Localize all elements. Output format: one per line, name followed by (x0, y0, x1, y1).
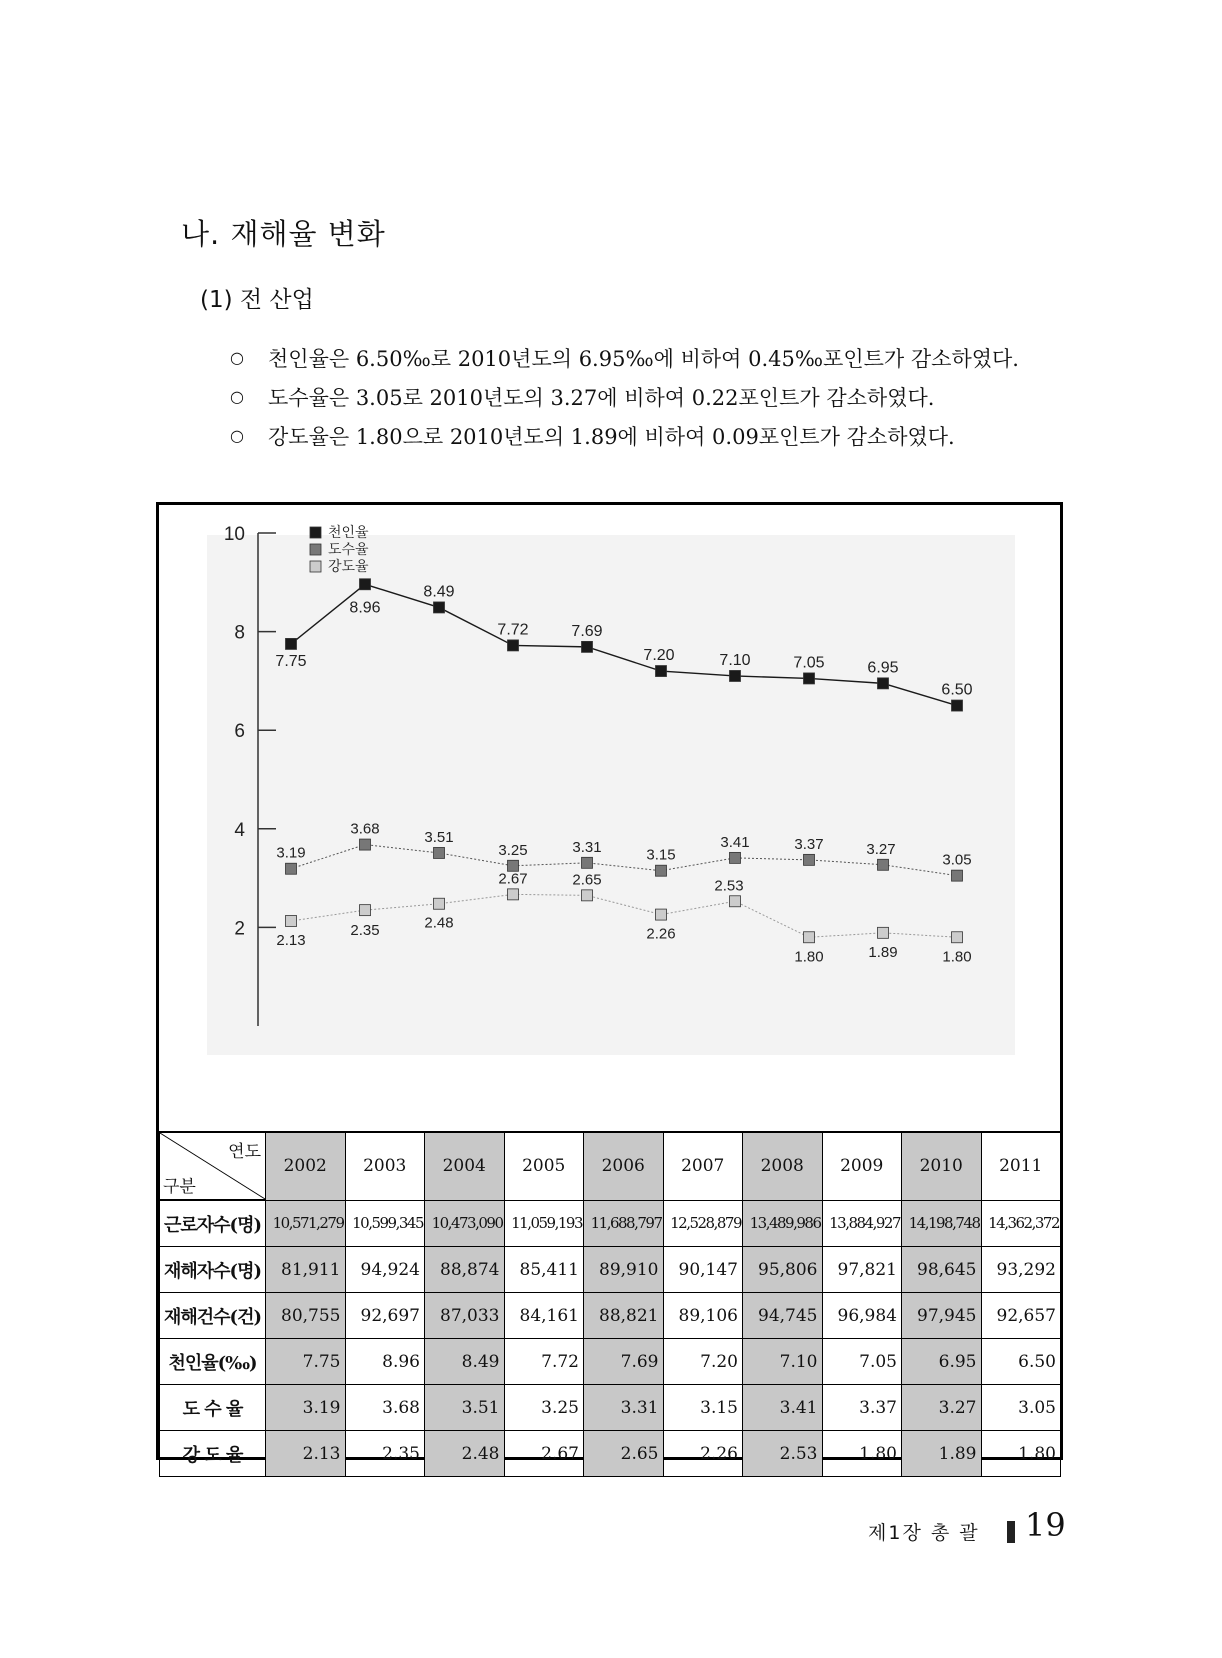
year-header: 2005 (504, 1132, 584, 1200)
data-point-marker (952, 700, 963, 711)
year-header: 2011 (981, 1132, 1061, 1200)
bullet-text: 천인율은 6.50‰로 2010년도의 6.95‰에 비하여 0.45‰포인트가 감소하였다. (268, 346, 1019, 371)
y-tick-label: 2 (234, 918, 245, 940)
data-label: 2.35 (350, 922, 380, 940)
table-cell: 1.80 (981, 1431, 1061, 1477)
section-heading: 나. 재해율 변화 (181, 217, 386, 251)
y-tick-label: 8 (234, 622, 245, 644)
row-label: 천인율(‰) (160, 1339, 266, 1385)
data-point-marker (656, 909, 667, 920)
table-cell: 80,755 (266, 1293, 346, 1339)
data-label: 3.15 (646, 846, 676, 864)
data-label: 1.80 (942, 948, 972, 966)
table-cell: 3.05 (981, 1385, 1061, 1431)
data-point-marker (730, 896, 741, 907)
data-label: 3.05 (942, 851, 972, 869)
table-cell: 84,161 (504, 1293, 584, 1339)
table-cell: 3.31 (584, 1385, 664, 1431)
table-cell: 2.26 (663, 1431, 743, 1477)
data-label: 2.13 (276, 931, 306, 949)
table-cell: 6.95 (902, 1339, 982, 1385)
chart-plot-background (207, 535, 1015, 1055)
data-point-marker (582, 890, 593, 901)
data-point-marker (360, 839, 371, 850)
table-cell: 2.67 (504, 1431, 584, 1477)
table-cell: 2.48 (425, 1431, 505, 1477)
table-cell: 1.80 (822, 1431, 902, 1477)
data-point-marker (952, 870, 963, 881)
table-cell: 2.35 (345, 1431, 425, 1477)
table-cell: 3.25 (504, 1385, 584, 1431)
table-cell: 96,984 (822, 1293, 902, 1339)
corner-label-category: 구분 (163, 1177, 196, 1197)
row-label: 강 도 율 (160, 1431, 266, 1477)
data-point-marker (360, 905, 371, 916)
data-point-marker (508, 640, 519, 651)
data-label: 3.51 (424, 828, 454, 846)
table-row (160, 1247, 1061, 1293)
data-label: 2.65 (572, 871, 602, 889)
bullet-circle-icon: ○ (230, 348, 244, 367)
data-point-marker (952, 932, 963, 943)
table-cell: 7.75 (266, 1339, 346, 1385)
accident-rate-line-chart (159, 505, 1060, 1131)
table-cell: 3.37 (822, 1385, 902, 1431)
bullet-text: 도수율은 3.05로 2010년도의 3.27에 비하여 0.22포인트가 감소하였다. (268, 385, 935, 410)
table-cell: 2.53 (743, 1431, 823, 1477)
data-point-marker (878, 678, 889, 689)
table-cell: 94,924 (345, 1247, 425, 1293)
table-cell: 6.50 (981, 1339, 1061, 1385)
table-cell: 2.13 (266, 1431, 346, 1477)
data-label: 8.49 (423, 583, 455, 601)
data-point-marker (804, 854, 815, 865)
table-cell: 7.05 (822, 1339, 902, 1385)
table-cell: 12,528,879 (663, 1200, 743, 1247)
data-point-marker (286, 638, 297, 649)
table-cell: 85,411 (504, 1247, 584, 1293)
table-cell: 8.49 (425, 1339, 505, 1385)
data-label: 1.80 (794, 948, 824, 966)
table-cell: 11,688,797 (584, 1200, 664, 1247)
data-point-marker (878, 927, 889, 938)
data-label: 3.68 (350, 820, 380, 838)
data-label: 2.48 (424, 914, 454, 932)
legend-swatch (310, 561, 321, 572)
table-cell: 10,473,090 (425, 1200, 505, 1247)
data-point-marker (804, 932, 815, 943)
data-label: 7.69 (571, 622, 603, 640)
table-row (160, 1385, 1061, 1431)
subsection-heading: (1) 전 산업 (200, 287, 314, 313)
data-label: 3.19 (276, 844, 306, 862)
table-cell: 3.15 (663, 1385, 743, 1431)
bullet-circle-icon: ○ (230, 426, 244, 445)
data-label: 7.10 (719, 651, 751, 669)
table-row (160, 1200, 1061, 1247)
legend-swatch (310, 527, 321, 538)
data-label: 7.75 (275, 652, 307, 670)
data-point-marker (582, 857, 593, 868)
data-label: 6.50 (941, 681, 973, 699)
y-tick-label: 10 (223, 524, 245, 545)
data-label: 6.95 (867, 659, 899, 677)
row-label: 도 수 율 (160, 1385, 266, 1431)
table-cell: 3.27 (902, 1385, 982, 1431)
table-cell: 13,884,927 (822, 1200, 902, 1247)
data-label: 1.89 (868, 943, 898, 961)
corner-label-year: 연도 (228, 1142, 261, 1162)
y-tick-label: 6 (234, 721, 245, 743)
year-header: 2009 (822, 1132, 902, 1200)
table-cell: 8.96 (345, 1339, 425, 1385)
table-cell: 87,033 (425, 1293, 505, 1339)
table-cell: 94,745 (743, 1293, 823, 1339)
table-cell: 3.41 (743, 1385, 823, 1431)
table-row (160, 1293, 1061, 1339)
page-number: 19 (1025, 1506, 1066, 1544)
summary-bullet (230, 377, 1019, 416)
year-header: 2002 (266, 1132, 346, 1200)
data-label: 3.27 (866, 840, 896, 858)
table-cell: 7.20 (663, 1339, 743, 1385)
figure-frame (156, 502, 1063, 1466)
footer-chapter-title: 제1장 총 괄 (868, 1522, 980, 1544)
table-cell: 14,362,372 (981, 1200, 1061, 1247)
data-point-marker (730, 852, 741, 863)
table-cell: 81,911 (266, 1247, 346, 1293)
y-tick-label: 4 (234, 819, 245, 841)
bullet-circle-icon: ○ (230, 387, 244, 406)
table-corner-cell (160, 1132, 266, 1200)
year-header: 2003 (345, 1132, 425, 1200)
table-row (160, 1431, 1061, 1477)
data-label: 8.96 (349, 599, 381, 617)
bullet-text: 강도율은 1.80으로 2010년도의 1.89에 비하여 0.09포인트가 감소하였다. (268, 424, 955, 449)
summary-bullet-list (230, 338, 1019, 455)
data-label: 3.25 (498, 841, 528, 859)
year-header: 2010 (902, 1132, 982, 1200)
table-cell: 10,571,279 (266, 1200, 346, 1247)
footer-divider-bar (1007, 1521, 1015, 1543)
data-point-marker (878, 859, 889, 870)
data-point-marker (434, 898, 445, 909)
summary-bullet (230, 416, 1019, 455)
year-header: 2008 (743, 1132, 823, 1200)
data-label: 7.20 (643, 647, 675, 665)
table-cell: 1.89 (902, 1431, 982, 1477)
table-cell: 3.68 (345, 1385, 425, 1431)
table-cell: 7.69 (584, 1339, 664, 1385)
table-cell: 89,910 (584, 1247, 664, 1293)
data-point-marker (656, 865, 667, 876)
data-label: 7.72 (497, 621, 529, 639)
table-cell: 2.65 (584, 1431, 664, 1477)
table-cell: 10,599,345 (345, 1200, 425, 1247)
table-cell: 3.19 (266, 1385, 346, 1431)
table-cell: 3.51 (425, 1385, 505, 1431)
table-cell: 11,059,193 (504, 1200, 584, 1247)
data-label: 3.37 (794, 835, 824, 853)
legend-label: 천인율 (328, 524, 369, 540)
table-cell: 93,292 (981, 1247, 1061, 1293)
data-label: 2.53 (714, 877, 744, 895)
year-header: 2007 (663, 1132, 743, 1200)
table-cell: 89,106 (663, 1293, 743, 1339)
data-label: 2.67 (498, 870, 528, 888)
row-label: 재해건수(건) (160, 1293, 266, 1339)
data-point-marker (508, 889, 519, 900)
data-label: 7.05 (793, 654, 825, 672)
data-label: 3.41 (720, 833, 750, 851)
table-cell: 92,657 (981, 1293, 1061, 1339)
accident-statistics-table (159, 1131, 1061, 1477)
table-cell: 13,489,986 (743, 1200, 823, 1247)
data-point-marker (804, 673, 815, 684)
table-cell: 7.10 (743, 1339, 823, 1385)
data-point-marker (582, 641, 593, 652)
table-cell: 97,821 (822, 1247, 902, 1293)
table-cell: 7.72 (504, 1339, 584, 1385)
row-label: 재해자수(명) (160, 1247, 266, 1293)
summary-bullet (230, 338, 1019, 377)
data-point-marker (286, 863, 297, 874)
table-cell: 97,945 (902, 1293, 982, 1339)
legend-label: 도수율 (328, 541, 369, 557)
data-point-marker (434, 602, 445, 613)
table-cell: 88,874 (425, 1247, 505, 1293)
table-cell: 95,806 (743, 1247, 823, 1293)
legend-label: 강도율 (328, 558, 369, 574)
data-point-marker (434, 847, 445, 858)
data-point-marker (360, 579, 371, 590)
table-header-row (160, 1132, 1061, 1200)
table-cell: 90,147 (663, 1247, 743, 1293)
data-point-marker (656, 666, 667, 677)
table-cell: 88,821 (584, 1293, 664, 1339)
data-label: 2.26 (646, 925, 676, 943)
data-point-marker (286, 915, 297, 926)
row-label: 근로자수(명) (160, 1200, 266, 1247)
table-cell: 98,645 (902, 1247, 982, 1293)
table-row (160, 1339, 1061, 1385)
data-point-marker (730, 670, 741, 681)
table-cell: 14,198,748 (902, 1200, 982, 1247)
legend-swatch (310, 544, 321, 555)
year-header: 2006 (584, 1132, 664, 1200)
data-label: 3.31 (572, 838, 602, 856)
year-header: 2004 (425, 1132, 505, 1200)
table-cell: 92,697 (345, 1293, 425, 1339)
